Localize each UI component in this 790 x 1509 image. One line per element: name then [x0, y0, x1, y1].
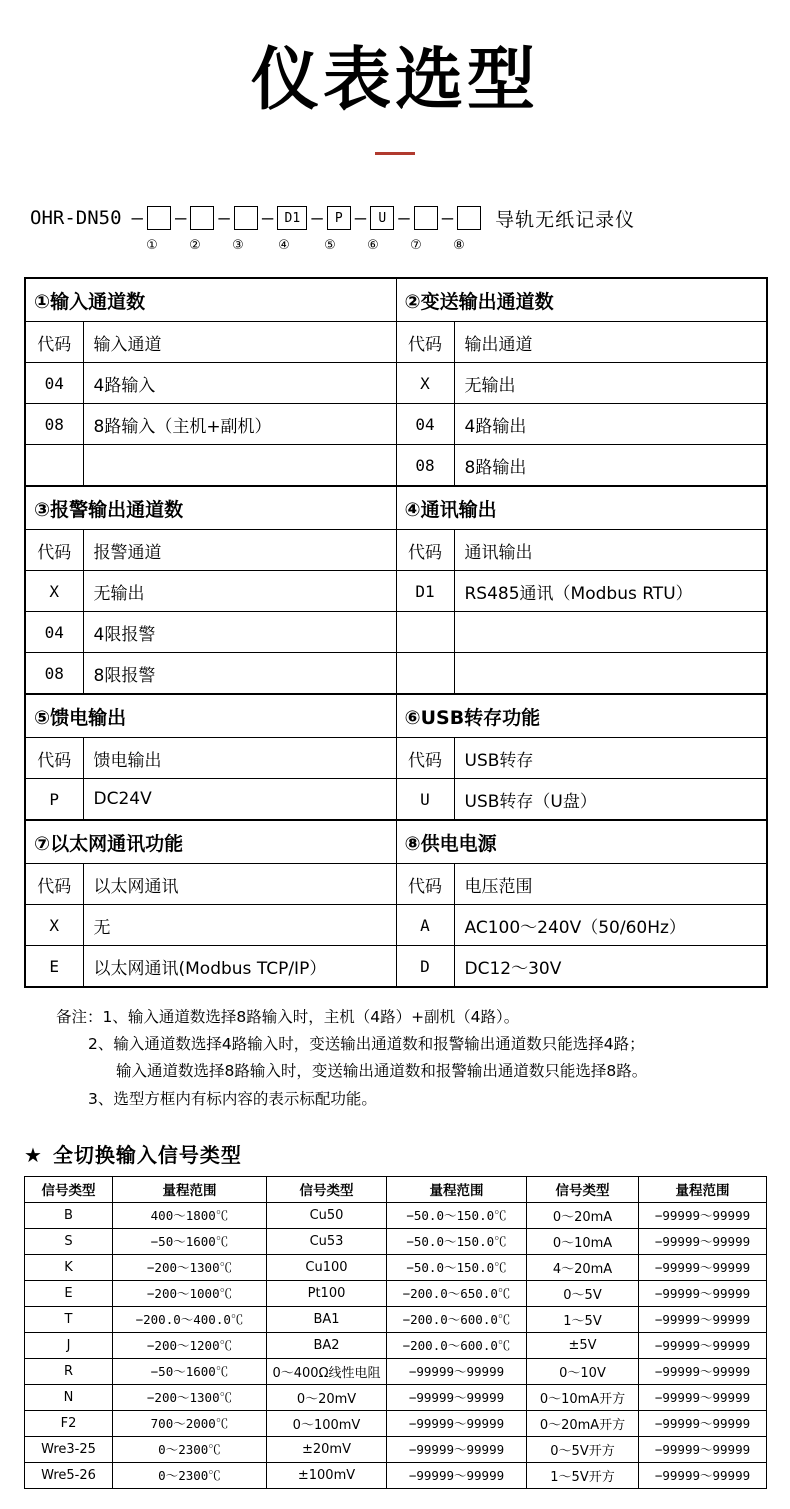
opt-value-1-1: 4路输入: [83, 363, 396, 404]
sig-cell: −99999～99999: [387, 1384, 527, 1410]
sig-cell: −99999～99999: [387, 1358, 527, 1384]
sig-cell: 0～2300℃: [113, 1462, 267, 1488]
sig-cell: 0～400Ω线性电阻: [267, 1358, 387, 1384]
opt-value-2-1: 无输出: [454, 363, 767, 404]
table-row: [25, 1462, 767, 1488]
table-row: [25, 738, 767, 779]
model-index-row: [30, 235, 790, 255]
table-row: [25, 779, 767, 821]
sig-cell: R: [25, 1358, 113, 1384]
sig-cell: 0～10mA开方: [527, 1384, 639, 1410]
section-header-5: ⑤馈电输出: [25, 694, 396, 738]
sig-cell: −200～1200℃: [113, 1332, 267, 1358]
model-slot-3[interactable]: [234, 206, 258, 230]
sig-cell: Cu50: [267, 1202, 387, 1228]
table-row: [25, 653, 767, 695]
sig-cell: −200.0～650.0℃: [387, 1280, 527, 1306]
sig-cell: ±20mV: [267, 1436, 387, 1462]
model-dash-6: –: [398, 207, 410, 230]
section-header-8: ⑧供电电源: [396, 820, 767, 864]
opt-code-7-1: X: [25, 905, 83, 946]
opt-code-4-3: [396, 653, 454, 695]
sig-cell: −99999～99999: [639, 1306, 767, 1332]
signal-section-title: [24, 1139, 790, 1168]
opt-code-8-2: D: [396, 946, 454, 988]
sig-cell: ±100mV: [267, 1462, 387, 1488]
model-code-block: [0, 203, 790, 265]
section-header-6: ⑥USB转存功能: [396, 694, 767, 738]
col-value-3: 报警通道: [83, 530, 396, 571]
sig-cell: −99999～99999: [639, 1280, 767, 1306]
table-row: [25, 864, 767, 905]
sig-cell: E: [25, 1280, 113, 1306]
model-index-8: ⑧: [453, 237, 465, 253]
table-row: [25, 612, 767, 653]
notes-text-1: 1、输入通道数选择8路输入时，主机（4路）+副机（4路）。: [102, 1008, 520, 1027]
sig-cell: 700～2000℃: [113, 1410, 267, 1436]
table-row: [25, 571, 767, 612]
sig-cell: 0～20mA开方: [527, 1410, 639, 1436]
sig-cell: −99999～99999: [639, 1358, 767, 1384]
opt-value-4-2: [454, 612, 767, 653]
col-code-1: 代码: [25, 322, 83, 363]
section-header-2: ②变送输出通道数: [396, 278, 767, 322]
model-slot-1[interactable]: [147, 206, 171, 230]
notes-label: 备注：: [56, 1008, 103, 1027]
col-value-4: 通讯输出: [454, 530, 767, 571]
sig-cell: 0～2300℃: [113, 1436, 267, 1462]
sig-cell: 0～100mV: [267, 1410, 387, 1436]
section-header-1: ①输入通道数: [25, 278, 396, 322]
sig-cell: −99999～99999: [639, 1202, 767, 1228]
sig-cell: 0～20mV: [267, 1384, 387, 1410]
notes-line-4: 3、选型方框内有标内容的表示标配功能。: [88, 1089, 377, 1108]
opt-code-1-3: [25, 445, 83, 487]
opt-code-2-3: 08: [396, 445, 454, 487]
opt-code-1-2: 08: [25, 404, 83, 445]
page-title: 仪表选型: [250, 41, 539, 120]
notes-line-1: [56, 1004, 790, 1031]
sig-cell: Cu53: [267, 1228, 387, 1254]
sig-cell: 4～20mA: [527, 1254, 639, 1280]
opt-code-3-2: 04: [25, 612, 83, 653]
model-index-3: ③: [232, 237, 244, 253]
sig-cell: −200～1300℃: [113, 1384, 267, 1410]
col-code-3: 代码: [25, 530, 83, 571]
opt-value-6-1: USB转存（U盘）: [454, 779, 767, 821]
notes-line-2: 2、输入通道数选择4路输入时，变送输出通道数和报警输出通道数只能选择4路；: [88, 1035, 645, 1054]
sig-cell: 1～5V: [527, 1306, 639, 1332]
model-slot-5[interactable]: P: [327, 206, 351, 230]
opt-code-4-2: [396, 612, 454, 653]
col-value-7: 以太网通讯: [83, 864, 396, 905]
opt-value-1-3: [83, 445, 396, 487]
table-row: [25, 278, 767, 322]
col-code-4: 代码: [396, 530, 454, 571]
table-row: [25, 1280, 767, 1306]
opt-code-4-1: D1: [396, 571, 454, 612]
sig-cell: −99999～99999: [639, 1228, 767, 1254]
sig-cell: −99999～99999: [387, 1462, 527, 1488]
table-row: [25, 1202, 767, 1228]
opt-code-5-1: P: [25, 779, 83, 821]
sig-col-header-2: 量程范围: [113, 1176, 267, 1202]
model-dash-4: –: [311, 207, 323, 230]
model-dash-3: –: [261, 207, 274, 230]
model-index-7: ⑦: [410, 237, 422, 253]
sig-cell: ±5V: [527, 1332, 639, 1358]
opt-value-8-1: AC100～240V（50/60Hz）: [454, 905, 767, 946]
table-row: [25, 905, 767, 946]
col-value-2: 输出通道: [454, 322, 767, 363]
table-row: [25, 445, 767, 487]
sig-cell: 0～10V: [527, 1358, 639, 1384]
col-code-8: 代码: [396, 864, 454, 905]
model-index-2: ②: [189, 237, 201, 253]
col-code-7: 代码: [25, 864, 83, 905]
opt-value-3-3: 8限报警: [83, 653, 396, 695]
opt-code-2-2: 04: [396, 404, 454, 445]
opt-value-4-3: [454, 653, 767, 695]
model-index-6: ⑥: [367, 237, 379, 253]
model-index-4: ④: [278, 237, 290, 253]
opt-value-8-2: DC12～30V: [454, 946, 767, 988]
sig-cell: −99999～99999: [639, 1384, 767, 1410]
table-row: [25, 1384, 767, 1410]
sig-cell: −50～1600℃: [113, 1228, 267, 1254]
opt-value-3-2: 4限报警: [83, 612, 396, 653]
col-value-5: 馈电输出: [83, 738, 396, 779]
model-slot-2[interactable]: [190, 206, 214, 230]
sig-col-header-5: 信号类型: [527, 1176, 639, 1202]
model-dash-5: –: [354, 207, 367, 230]
table-row: [25, 363, 767, 404]
sig-cell: −99999～99999: [639, 1332, 767, 1358]
table-row: [25, 820, 767, 864]
sig-cell: −99999～99999: [639, 1462, 767, 1488]
sig-cell: −99999～99999: [639, 1436, 767, 1462]
sig-col-header-3: 信号类型: [267, 1176, 387, 1202]
sig-cell: −200～1000℃: [113, 1280, 267, 1306]
option-table: [24, 277, 768, 988]
sig-cell: −200～1300℃: [113, 1254, 267, 1280]
sig-col-header-6: 量程范围: [639, 1176, 767, 1202]
col-value-1: 输入通道: [83, 322, 396, 363]
opt-value-4-1: RS485通讯（Modbus RTU）: [454, 571, 767, 612]
sig-cell: T: [25, 1306, 113, 1332]
sig-cell: 0～5V开方: [527, 1436, 639, 1462]
sig-cell: −200.0～400.0℃: [113, 1306, 267, 1332]
sig-cell: −50.0～150.0℃: [387, 1202, 527, 1228]
sig-cell: Pt100: [267, 1280, 387, 1306]
table-row: [25, 322, 767, 363]
opt-code-6-1: U: [396, 779, 454, 821]
model-product-name: 导轨无纸记录仪: [495, 208, 636, 231]
table-row: [25, 1306, 767, 1332]
model-index-1: ①: [146, 237, 158, 253]
sig-cell: −200.0～600.0℃: [387, 1332, 527, 1358]
sig-cell: −99999～99999: [639, 1254, 767, 1280]
table-row: [25, 404, 767, 445]
sig-cell: S: [25, 1228, 113, 1254]
table-row: [25, 530, 767, 571]
model-dash-2: –: [218, 207, 230, 230]
sig-cell: −50.0～150.0℃: [387, 1228, 527, 1254]
model-slot-4[interactable]: D1: [277, 206, 307, 230]
model-name: OHR-DN50: [30, 207, 122, 230]
star-icon: ★: [24, 1142, 43, 1167]
opt-value-5-1: DC24V: [83, 779, 396, 821]
sig-col-header-4: 量程范围: [387, 1176, 527, 1202]
sig-cell: −99999～99999: [639, 1410, 767, 1436]
opt-value-3-1: 无输出: [83, 571, 396, 612]
table-row: [25, 1358, 767, 1384]
table-row: [25, 1332, 767, 1358]
model-dash-0: –: [131, 207, 143, 230]
sig-cell: −200.0～600.0℃: [387, 1306, 527, 1332]
notes-block: [0, 1004, 790, 1113]
sig-cell: −99999～99999: [387, 1436, 527, 1462]
sig-cell: 0～5V: [527, 1280, 639, 1306]
opt-code-3-3: 08: [25, 653, 83, 695]
sig-cell: J: [25, 1332, 113, 1358]
signal-type-table: [24, 1176, 767, 1489]
sig-cell: 0～20mA: [527, 1202, 639, 1228]
sig-cell: 400～1800℃: [113, 1202, 267, 1228]
opt-code-1-1: 04: [25, 363, 83, 404]
sig-cell: 1～5V开方: [527, 1462, 639, 1488]
opt-value-2-2: 4路输出: [454, 404, 767, 445]
col-code-5: 代码: [25, 738, 83, 779]
col-value-8: 电压范围: [454, 864, 767, 905]
table-row: [25, 946, 767, 988]
sig-cell: N: [25, 1384, 113, 1410]
title-divider: [375, 152, 415, 155]
sig-cell: −50.0～150.0℃: [387, 1254, 527, 1280]
table-row: [25, 486, 767, 530]
opt-value-7-2: 以太网通讯(Modbus TCP/IP）: [83, 946, 396, 988]
opt-value-2-3: 8路输出: [454, 445, 767, 487]
sig-cell: Wre3-25: [25, 1436, 113, 1462]
sig-cell: Wre5-26: [25, 1462, 113, 1488]
section-header-3: ③报警输出通道数: [25, 486, 396, 530]
sig-cell: BA2: [267, 1332, 387, 1358]
table-row: [25, 1228, 767, 1254]
sig-cell: −50～1600℃: [113, 1358, 267, 1384]
table-row: [25, 694, 767, 738]
opt-code-7-2: E: [25, 946, 83, 988]
opt-value-7-1: 无: [83, 905, 396, 946]
model-dash-1: –: [174, 207, 187, 230]
model-slot-8[interactable]: [457, 206, 481, 230]
model-dash-7: –: [441, 207, 454, 230]
col-code-2: 代码: [396, 322, 454, 363]
sig-cell: BA1: [267, 1306, 387, 1332]
sig-cell: F2: [25, 1410, 113, 1436]
section-header-7: ⑦以太网通讯功能: [25, 820, 396, 864]
opt-code-2-1: X: [396, 363, 454, 404]
table-header-row: [25, 1176, 767, 1202]
col-value-6: USB转存: [454, 738, 767, 779]
signal-title-text: 全切换输入信号类型: [52, 1142, 242, 1167]
sig-col-header-1: 信号类型: [25, 1176, 113, 1202]
table-row: [25, 1254, 767, 1280]
model-slot-6[interactable]: U: [370, 206, 394, 230]
opt-code-3-1: X: [25, 571, 83, 612]
sig-cell: Cu100: [267, 1254, 387, 1280]
sig-cell: B: [25, 1202, 113, 1228]
sig-cell: K: [25, 1254, 113, 1280]
section-header-4: ④通讯输出: [396, 486, 767, 530]
sig-cell: 0～10mA: [527, 1228, 639, 1254]
table-row: [25, 1436, 767, 1462]
model-index-5: ⑤: [324, 237, 336, 253]
opt-code-8-1: A: [396, 905, 454, 946]
model-code-row: [30, 203, 790, 233]
opt-value-1-2: 8路输入（主机+副机）: [83, 404, 396, 445]
col-code-6: 代码: [396, 738, 454, 779]
sig-cell: −99999～99999: [387, 1410, 527, 1436]
notes-line-3: 输入通道数选择8路输入时，变送输出通道数和报警输出通道数只能选择8路。: [116, 1062, 648, 1081]
table-row: [25, 1410, 767, 1436]
model-slot-7[interactable]: [414, 206, 438, 230]
